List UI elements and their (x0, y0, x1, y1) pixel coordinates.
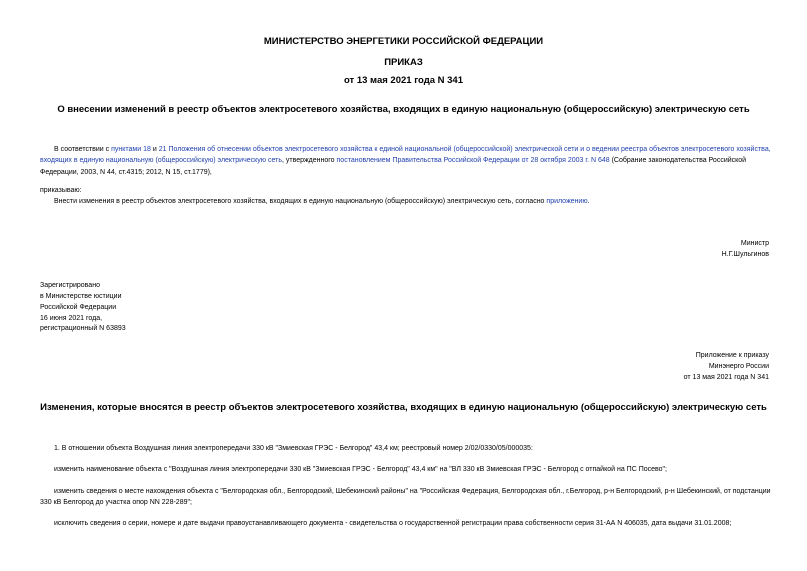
preamble-text-5: (Собрание законодательства Российской Федерации, 2003, N 44, ст.4315; 2012, N 15, ст.1779), (40, 157, 747, 176)
order-text-1: Внести изменения в реестр объектов электросетевого хозяйства, входящих в единую национальную (общероссийскую) электрическую сеть, согласно (54, 198, 547, 205)
link-government-resolution[interactable]: постановлением Правительства Российской Федерации от 28 октября 2003 г. N 648 (336, 157, 610, 165)
item-paragraph: исключить сведения о серии, номере и дате выдачи правоустанавливающего документа - свидетельства о государственной регистрации права собственности серия 31-АА N 406035, дата выдачи 31.01.2008; (54, 520, 732, 527)
appendix-line: от 13 мая 2021 года N 341 (683, 374, 769, 381)
order-title: О внесении изменений в реестр объектов электросетевого хозяйства, входящих в единую национальную (общероссийскую) электрическую сеть (57, 104, 750, 115)
link-regulation[interactable]: Положения об отнесении объектов электросетевого хозяйства к единой национальной (общероссийской) электрической сети и о ведении реестра объектов электросетевого хозяйства, входящих в единую национальную (общероссийскую) электрическую сеть (40, 146, 771, 165)
appendix-line: Минэнерго России (708, 363, 769, 370)
item-paragraph: 1. В отношении объекта Воздушная линия электропередачи 330 кВ "Змиевская ГРЭС - Белгород" 43,4 км; реестровый номер 2/02/0330/05/000035: (54, 445, 533, 452)
preamble-text-4: , утвержденного (281, 157, 337, 165)
registration-line: Зарегистрировано (40, 282, 100, 289)
link-point-21[interactable]: 21 (158, 146, 167, 153)
registration-line: Российской Федерации (40, 304, 117, 311)
appendix-title: Изменения, которые вносятся в реестр объектов электросетевого хозяйства, входящих в единую национальную (общероссийскую) электрическую сеть (40, 402, 767, 413)
registration-line: в Министерстве юстиции (40, 293, 122, 300)
order-text (54, 196, 772, 207)
item-paragraph: изменить наименование объекта с "Воздушная линия электропередачи 330 кВ "Змиевская ГРЭС - Белгород" 43,4 км" на "ВЛ 330 кВ Змиевская ГРЭС - Белгород с отпайкой на ПС Посево"; (54, 466, 667, 473)
link-points-18[interactable]: пунктами 18 (111, 146, 151, 153)
appendix-line: Приложение к приказу (695, 352, 769, 359)
order-date: от 13 мая 2021 года N 341 (343, 75, 464, 86)
registration-line: 16 июня 2021 года, (40, 315, 103, 322)
link-appendix[interactable]: приложению (546, 198, 588, 205)
item-paragraph: изменить сведения о месте нахождения объекта с "Белгородская обл., Белгородский, Шебекинский районы" на "Российская Федерация, Белгородская обл., г.Белгород, р-н Белгородский, р-н Шебекинский, от подстанции 330 кВ Белгород до участка опор NN 228-289"; (40, 488, 771, 507)
order-heading: ПРИКАЗ (384, 57, 423, 68)
registration-line: регистрационный N 63893 (40, 325, 126, 332)
ministry-heading: МИНИСТЕРСТВО ЭНЕРГЕТИКИ РОССИЙСКОЙ ФЕДЕРАЦИИ (263, 36, 544, 47)
preamble-text-1: В соответствии с (54, 146, 112, 153)
preamble-paragraph (40, 144, 772, 178)
signature-name: Н.Г.Шульгинов (721, 251, 769, 258)
order-text-2: . (587, 198, 590, 205)
order-word: приказываю: (40, 187, 82, 194)
preamble-text-2: и (150, 146, 159, 153)
signature-position: Министр (740, 240, 769, 247)
